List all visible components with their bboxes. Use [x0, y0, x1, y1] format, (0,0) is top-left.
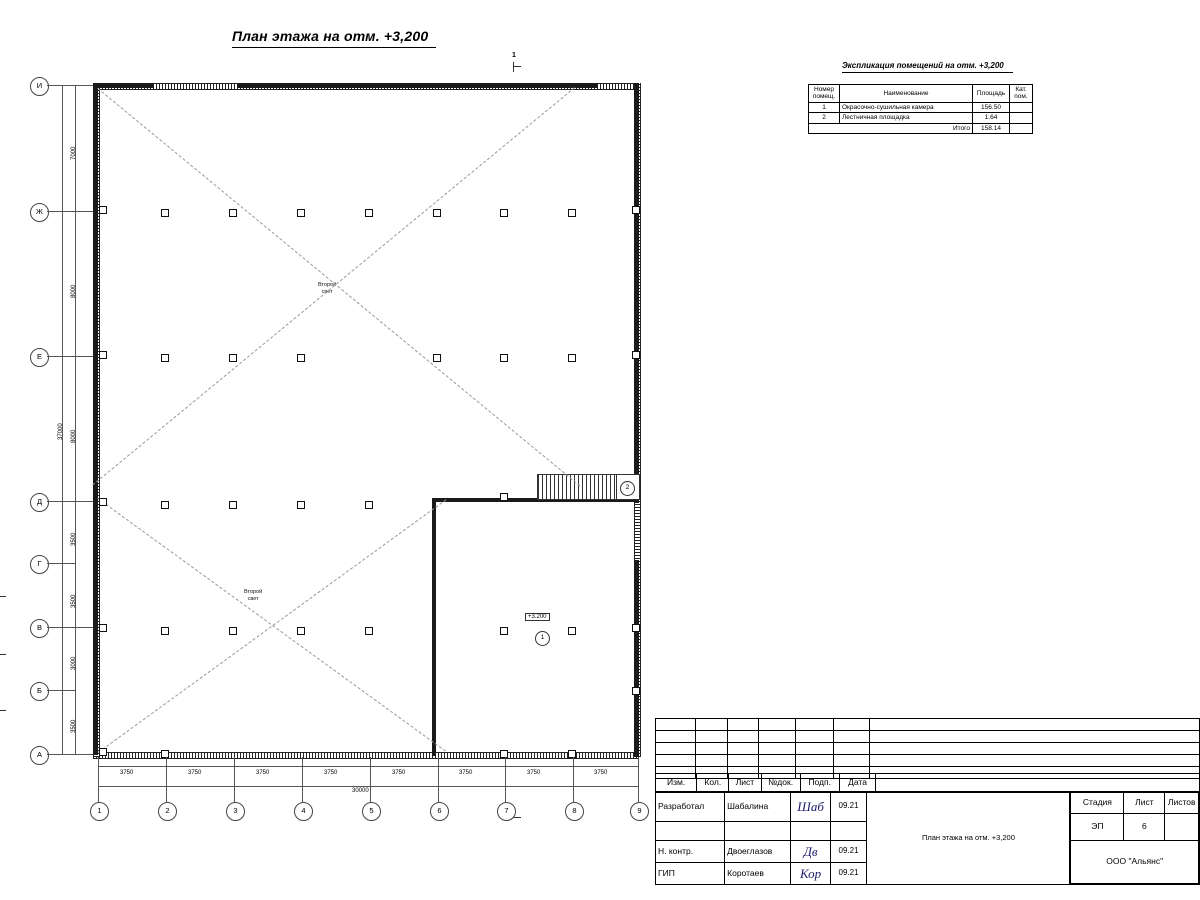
header-category-line1: Кат.: [1015, 86, 1027, 93]
level-mark: +3.200: [525, 613, 550, 621]
dim-tick: [166, 766, 167, 786]
section-mark-top: 1: [512, 52, 516, 59]
dim-tick: [234, 766, 235, 786]
column: [297, 627, 305, 635]
column: [433, 209, 441, 217]
total-label: Итого: [809, 123, 973, 133]
void-diagonal-2: [92, 87, 575, 485]
dim-left-5: 3500: [71, 594, 77, 608]
cell-name: Окрасочно-сушильная камера: [840, 102, 973, 112]
role-developer: Разработал: [656, 792, 725, 822]
sheet-edge-tick: [0, 710, 6, 711]
axis-bubble-5: 5: [362, 802, 381, 821]
title-block-header: [655, 773, 1200, 793]
dim-bottom-7: 3750: [527, 770, 541, 776]
signature-gip: [791, 863, 830, 885]
date-gip: 09.21: [830, 863, 867, 885]
col-header-izm: Изм.: [656, 774, 697, 793]
revision-grid: [655, 718, 1200, 779]
dim-tick: [98, 766, 99, 786]
col-header-list: Лист: [729, 774, 761, 793]
role-inspector: Н. контр.: [656, 841, 725, 863]
column: [632, 624, 640, 632]
section-line-top: [513, 62, 514, 72]
dim-bottom-2: 3750: [188, 770, 202, 776]
column: [500, 493, 508, 501]
cell-number: 2: [809, 113, 840, 123]
dim-tick: [638, 766, 639, 786]
stage-value: ЭП: [1071, 814, 1124, 841]
column: [568, 750, 576, 758]
header-area: Площадь: [973, 85, 1010, 103]
column: [632, 687, 640, 695]
table-row: [656, 792, 1200, 822]
dim-bottom-5: 3750: [392, 770, 406, 776]
title-block-header-row: [656, 774, 1200, 793]
interior-wall-vertical: [432, 498, 436, 756]
dim-bottom-3: 3750: [256, 770, 270, 776]
sheet-label: Лист: [1124, 793, 1165, 814]
column: [568, 209, 576, 217]
column: [297, 209, 305, 217]
dim-tick: [62, 563, 76, 564]
name-gip: Коротаев: [725, 863, 791, 885]
stage-sheet-company-cell: [1070, 792, 1200, 885]
column: [99, 351, 107, 359]
axis-bubble-b: Б: [30, 682, 49, 701]
void-diagonal-1: [97, 88, 580, 486]
title-block: [655, 718, 1200, 900]
dim-tick: [438, 766, 439, 786]
column: [365, 501, 373, 509]
table-row: [1071, 793, 1199, 814]
column: [229, 501, 237, 509]
axis-bubble-d: Д: [30, 493, 49, 512]
column: [161, 750, 169, 758]
column: [568, 354, 576, 362]
stair-flight: [537, 474, 621, 500]
header-number-line1: Номер: [813, 86, 834, 93]
axis-bubble-1: 1: [90, 802, 109, 821]
column: [161, 501, 169, 509]
drawing-name: План этажа на отм. +3,200: [921, 832, 1015, 842]
dim-tick: [62, 501, 76, 502]
sheets-label: Листов: [1165, 793, 1199, 814]
sheet-edge-tick: [0, 596, 6, 597]
column: [500, 627, 508, 635]
dim-left-1: 7000: [71, 146, 77, 160]
cell-area: 156.50: [973, 102, 1010, 112]
room-tag-1: 1: [535, 631, 550, 646]
dim-left-7: 3500: [71, 719, 77, 733]
signature-glyph: Кор: [800, 865, 822, 881]
axis-bubble-e: Е: [30, 348, 49, 367]
name-inspector: Двоеглазов: [725, 841, 791, 863]
column: [229, 627, 237, 635]
axis-bubble-4: 4: [294, 802, 313, 821]
column: [365, 627, 373, 635]
dim-chain-horizontal-outer: [98, 786, 638, 787]
dim-bottom-1: 3750: [120, 770, 134, 776]
signature-glyph: Дв: [803, 843, 818, 859]
axis-bubble-i: И: [30, 77, 49, 96]
sheets-value: [1165, 814, 1199, 841]
dim-tick: [62, 627, 76, 628]
dim-left-total: 37000: [58, 423, 64, 440]
axis-bubble-7: 7: [497, 802, 516, 821]
dim-tick: [573, 766, 574, 786]
column: [433, 354, 441, 362]
dim-tick: [62, 754, 76, 755]
axis-bubble-v: В: [30, 619, 49, 638]
section-arrow-top: [513, 66, 521, 67]
company-name: ООО "Альянс": [1071, 841, 1199, 884]
sheet-edge-tick: [0, 654, 6, 655]
dim-tick: [505, 766, 506, 786]
dim-tick: [302, 766, 303, 786]
room-tag-2: 2: [620, 481, 635, 496]
column: [161, 354, 169, 362]
dim-tick: [62, 211, 76, 212]
dim-left-6: 3000: [71, 656, 77, 670]
dim-chain-horizontal-inner: [98, 766, 638, 767]
wall-left-solid: [93, 83, 98, 755]
cell-number: 1: [809, 102, 840, 112]
column: [99, 748, 107, 756]
axis-bubble-9: 9: [630, 802, 649, 821]
section-arrow-bottom: [513, 817, 521, 818]
date-developer: 09.21: [830, 792, 867, 822]
cell-name: Лестничная площадка: [840, 113, 973, 123]
dim-tick: [62, 356, 76, 357]
role-gip: ГИП: [656, 863, 725, 885]
signature-inspector: [791, 841, 830, 863]
responsibility-table: [655, 791, 1200, 885]
dim-bottom-8: 3750: [594, 770, 608, 776]
column: [99, 624, 107, 632]
wall-right-solid-upper: [634, 83, 639, 503]
header-number-line2: помещ.: [812, 93, 836, 101]
col-header-podp: Подп.: [800, 774, 839, 793]
signature-developer: [791, 792, 830, 822]
column: [99, 206, 107, 214]
axis-bubble-6: 6: [430, 802, 449, 821]
sheet-value: 6: [1124, 814, 1165, 841]
dim-tick: [370, 766, 371, 786]
column: [632, 351, 640, 359]
dim-bottom-4: 3750: [324, 770, 338, 776]
total-area: 158.14: [973, 123, 1010, 133]
column: [500, 354, 508, 362]
note-line1: Второй: [318, 282, 337, 288]
col-header-ndok: №док.: [761, 774, 800, 793]
axis-bubble-a: А: [30, 746, 49, 765]
column: [229, 209, 237, 217]
column: [297, 501, 305, 509]
wall-top-solid-mid: [238, 83, 598, 88]
date-inspector: 09.21: [830, 841, 867, 863]
revision-row: [656, 719, 1200, 731]
page-title: План этажа на отм. +3,200: [232, 28, 429, 44]
dim-left-4: 3500: [71, 532, 77, 546]
table-row: [1071, 814, 1199, 841]
column: [99, 498, 107, 506]
dim-bottom-total: 30000: [352, 788, 369, 794]
revision-row: [656, 743, 1200, 755]
column: [500, 750, 508, 758]
explication-title: Экспликация помещений на отм. +3,200: [842, 61, 1004, 70]
column: [365, 209, 373, 217]
header-name: Наименование: [840, 85, 973, 103]
dim-chain-vertical-inner: [75, 85, 76, 755]
signature-glyph: Шаб: [797, 798, 824, 814]
drawing-name-cell: [867, 792, 1070, 885]
dim-left-2: 8000: [71, 284, 77, 298]
table-row: [1071, 841, 1199, 884]
note-second-light-lower: [244, 589, 262, 602]
stage-label: Стадия: [1071, 793, 1124, 814]
revision-row: [656, 755, 1200, 767]
dim-chain-vertical-outer: [62, 85, 63, 755]
header-category-line2: пом.: [1014, 93, 1028, 101]
wall-bottom: [93, 752, 639, 759]
stage-sheet-table: [1070, 792, 1199, 884]
note-line1: Второй: [244, 589, 263, 595]
dim-tick: [62, 85, 76, 86]
dim-left-3: 8000: [71, 429, 77, 443]
column: [161, 627, 169, 635]
column: [297, 354, 305, 362]
axis-bubble-2: 2: [158, 802, 177, 821]
dim-bottom-6: 3750: [459, 770, 473, 776]
column: [568, 627, 576, 635]
column: [632, 206, 640, 214]
column: [500, 209, 508, 217]
cell-area: 1.64: [973, 113, 1010, 123]
axis-bubble-8: 8: [565, 802, 584, 821]
note-line2: свет: [321, 288, 333, 295]
col-header-data: Дата: [839, 774, 876, 793]
name-developer: Шабалина: [725, 792, 791, 822]
dim-tick: [62, 690, 76, 691]
wall-right-solid-lower: [634, 560, 639, 757]
col-header-kol: Кол.: [697, 774, 729, 793]
axis-bubble-g: Г: [30, 555, 49, 574]
column: [161, 209, 169, 217]
column: [229, 354, 237, 362]
axis-bubble-3: 3: [226, 802, 245, 821]
note-line2: свет: [247, 595, 259, 602]
axis-bubble-zh: Ж: [30, 203, 49, 222]
wall-top-solid-left: [93, 83, 153, 88]
revision-row: [656, 731, 1200, 743]
